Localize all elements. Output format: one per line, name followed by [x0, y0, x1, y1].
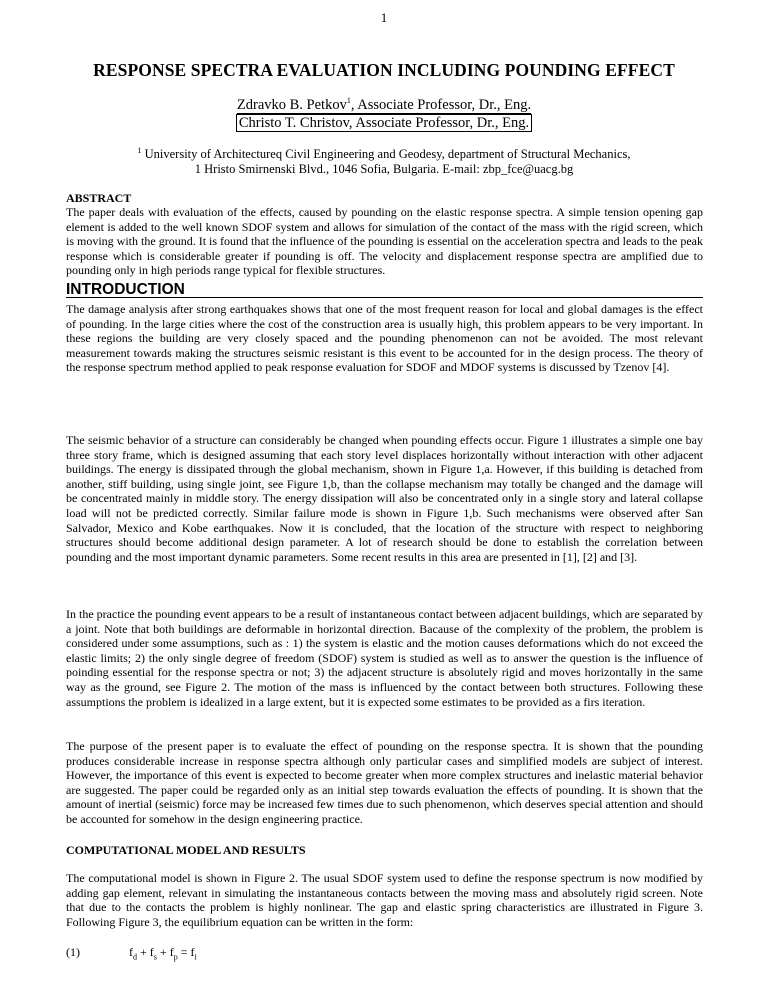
author-2-name: Christo T. Christov, Associate Professor, Dr., Eng.: [236, 114, 532, 132]
section-divider: [66, 297, 703, 298]
intro-paragraph-4: The purpose of the present paper is to evaluate the effect of pounding on the response spectra. It is shown that the pounding produces considerable increase in response spectra although only particular cases and simplified models are subject of interest. However, the importance of this event is expected to become greater when more complex structures and inelastic material behavior are suggested. The paper could be regarded only as an initial step towards evaluation the effects of pounding. It is shown that the amount of inertial (seismic) force may be increased few times due to such phenomenon, which deserves special attention and should be accounted for somehow in the design engineering practice.: [66, 739, 703, 826]
intro-paragraph-3: In the practice the pounding event appears to be a result of instantaneous contact between adjacent buildings, which are separated by a joint. Note that both buildings are deformable in horizontal direction. Bacause of the complexity of the problem, the problem is considered under some assumptions, such as : 1) the system is elastic and the motion causes deformations which do not exceed the elastic limits; 2) the only single degree of freedom (SDOF) system is studied as well as to answer the question is the influence of poinding essential for the response spectra or not; 3) the adjacent structure is absolutely rigid and moves horizontally in the same way as the ground, see Figure 2. The motion of the mass is influenced by the contact between both structures. Following these assumptions the problem is idealized in a large extent, but it is expected some estimates to be provided as a firs iteration.: [66, 607, 703, 709]
affiliation-line-2: 1 Hristo Smirnenski Blvd., 1046 Sofia, Bulgaria. E-mail: zbp_fce@uacg.bg: [194, 162, 574, 176]
computational-paragraph: The computational model is shown in Figure 2. The usual SDOF system used to define the response spectrum is now modified by adding gap element, relevant in simulating the instantaneous contacts between the moving mass and absolutely rigid screen. Note that due to the contacts the problem is highly nonlinear. The gap and elastic spring characteristics are illustrated in Figure 3. Following Figure 3, the equilibrium equation can be written in the form:: [66, 871, 703, 929]
equation-1: [66, 945, 703, 961]
introduction-heading: INTRODUCTION: [66, 281, 185, 298]
author-1: [0, 97, 768, 114]
abstract-heading: ABSTRACT: [66, 191, 132, 205]
author-1-name: Zdravko B. Petkov$^1$, Associate Professor, Dr., Eng.: [236, 96, 532, 113]
equation-body: $f_d + f_s + f_p = f_i$: [129, 945, 197, 962]
computational-heading: COMPUTATIONAL MODEL AND RESULTS: [66, 843, 306, 857]
paper-title: RESPONSE SPECTRA EVALUATION INCLUDING POUNDING EFFECT: [93, 60, 675, 80]
affiliation-line-1: $^1$ University of Architecturеq Civil Engineering and Geodesy, department of Structural Mechanics,: [137, 145, 631, 161]
abstract-text: The paper deals with evaluation of the effects, caused by pounding on the elastic response spectra. A simple tension opening gap element is added to the well known SDOF system and allows for simulation of the contact of the mass with the rigid screen, which is moving with the ground. It is found that the influence of the pounding is essential on the acceleration spectra and leads to the peak response which is considerable greater if pounding is off. The velocity and displacement response spectra are amplified due to pounding only in high periods range typical for flexible structures.: [66, 205, 703, 278]
intro-paragraph-1: The damage analysis after strong earthquakes shows that one of the most frequent reason for local and global damages is the effect of pounding. In the large cities where the cost of the construction area is usually high, this problem appears to be very important. In these regions the building are very closely spaced and the pounding phenomenon can not be avoided. The most relevant measurement towards making the structures seismic resistant is this event to be accounted for in the design process. The theory of the response spectrum method applied to peak response evaluation for SDOF and MDOF systems is discussed by Tzenov [4].: [66, 302, 703, 375]
equation-number: (1): [66, 945, 80, 959]
author-2: [0, 114, 768, 132]
page-number: 1: [380, 10, 388, 25]
intro-paragraph-2: The seismic behavior of a structure can considerably be changed when pounding effects occur. Figure 1 illustrates a simple one bay three story frame, which is designed assuming that each story level displaces horizontally without interaction with other adjacent buildings. The energy is dissipated through the global mechanism, shown in Figure 1,a. However, if this building is detached from another, stiff building, using single joint, see Figure 1,b, than the collapse mechanism may totally be changed and the damage will be concentrated mainly in middle story. The energy dissipation will also be concentrated only in a single story and lateral collapse load will not be predicted correctly. Similar failure mode is shown in Figure 1,b. Such mechanisms were observed after San Salvador, Mexico and Kobe earthquakes. Now it is concluded, that the location of the structure with respect to neighboring structures should become additional design parameter. A lot of research should be done to establish the correlation between pounding and the most important dynamic parameters. Some recent results in this area are presented in [1], [2] and [3].: [66, 433, 703, 564]
